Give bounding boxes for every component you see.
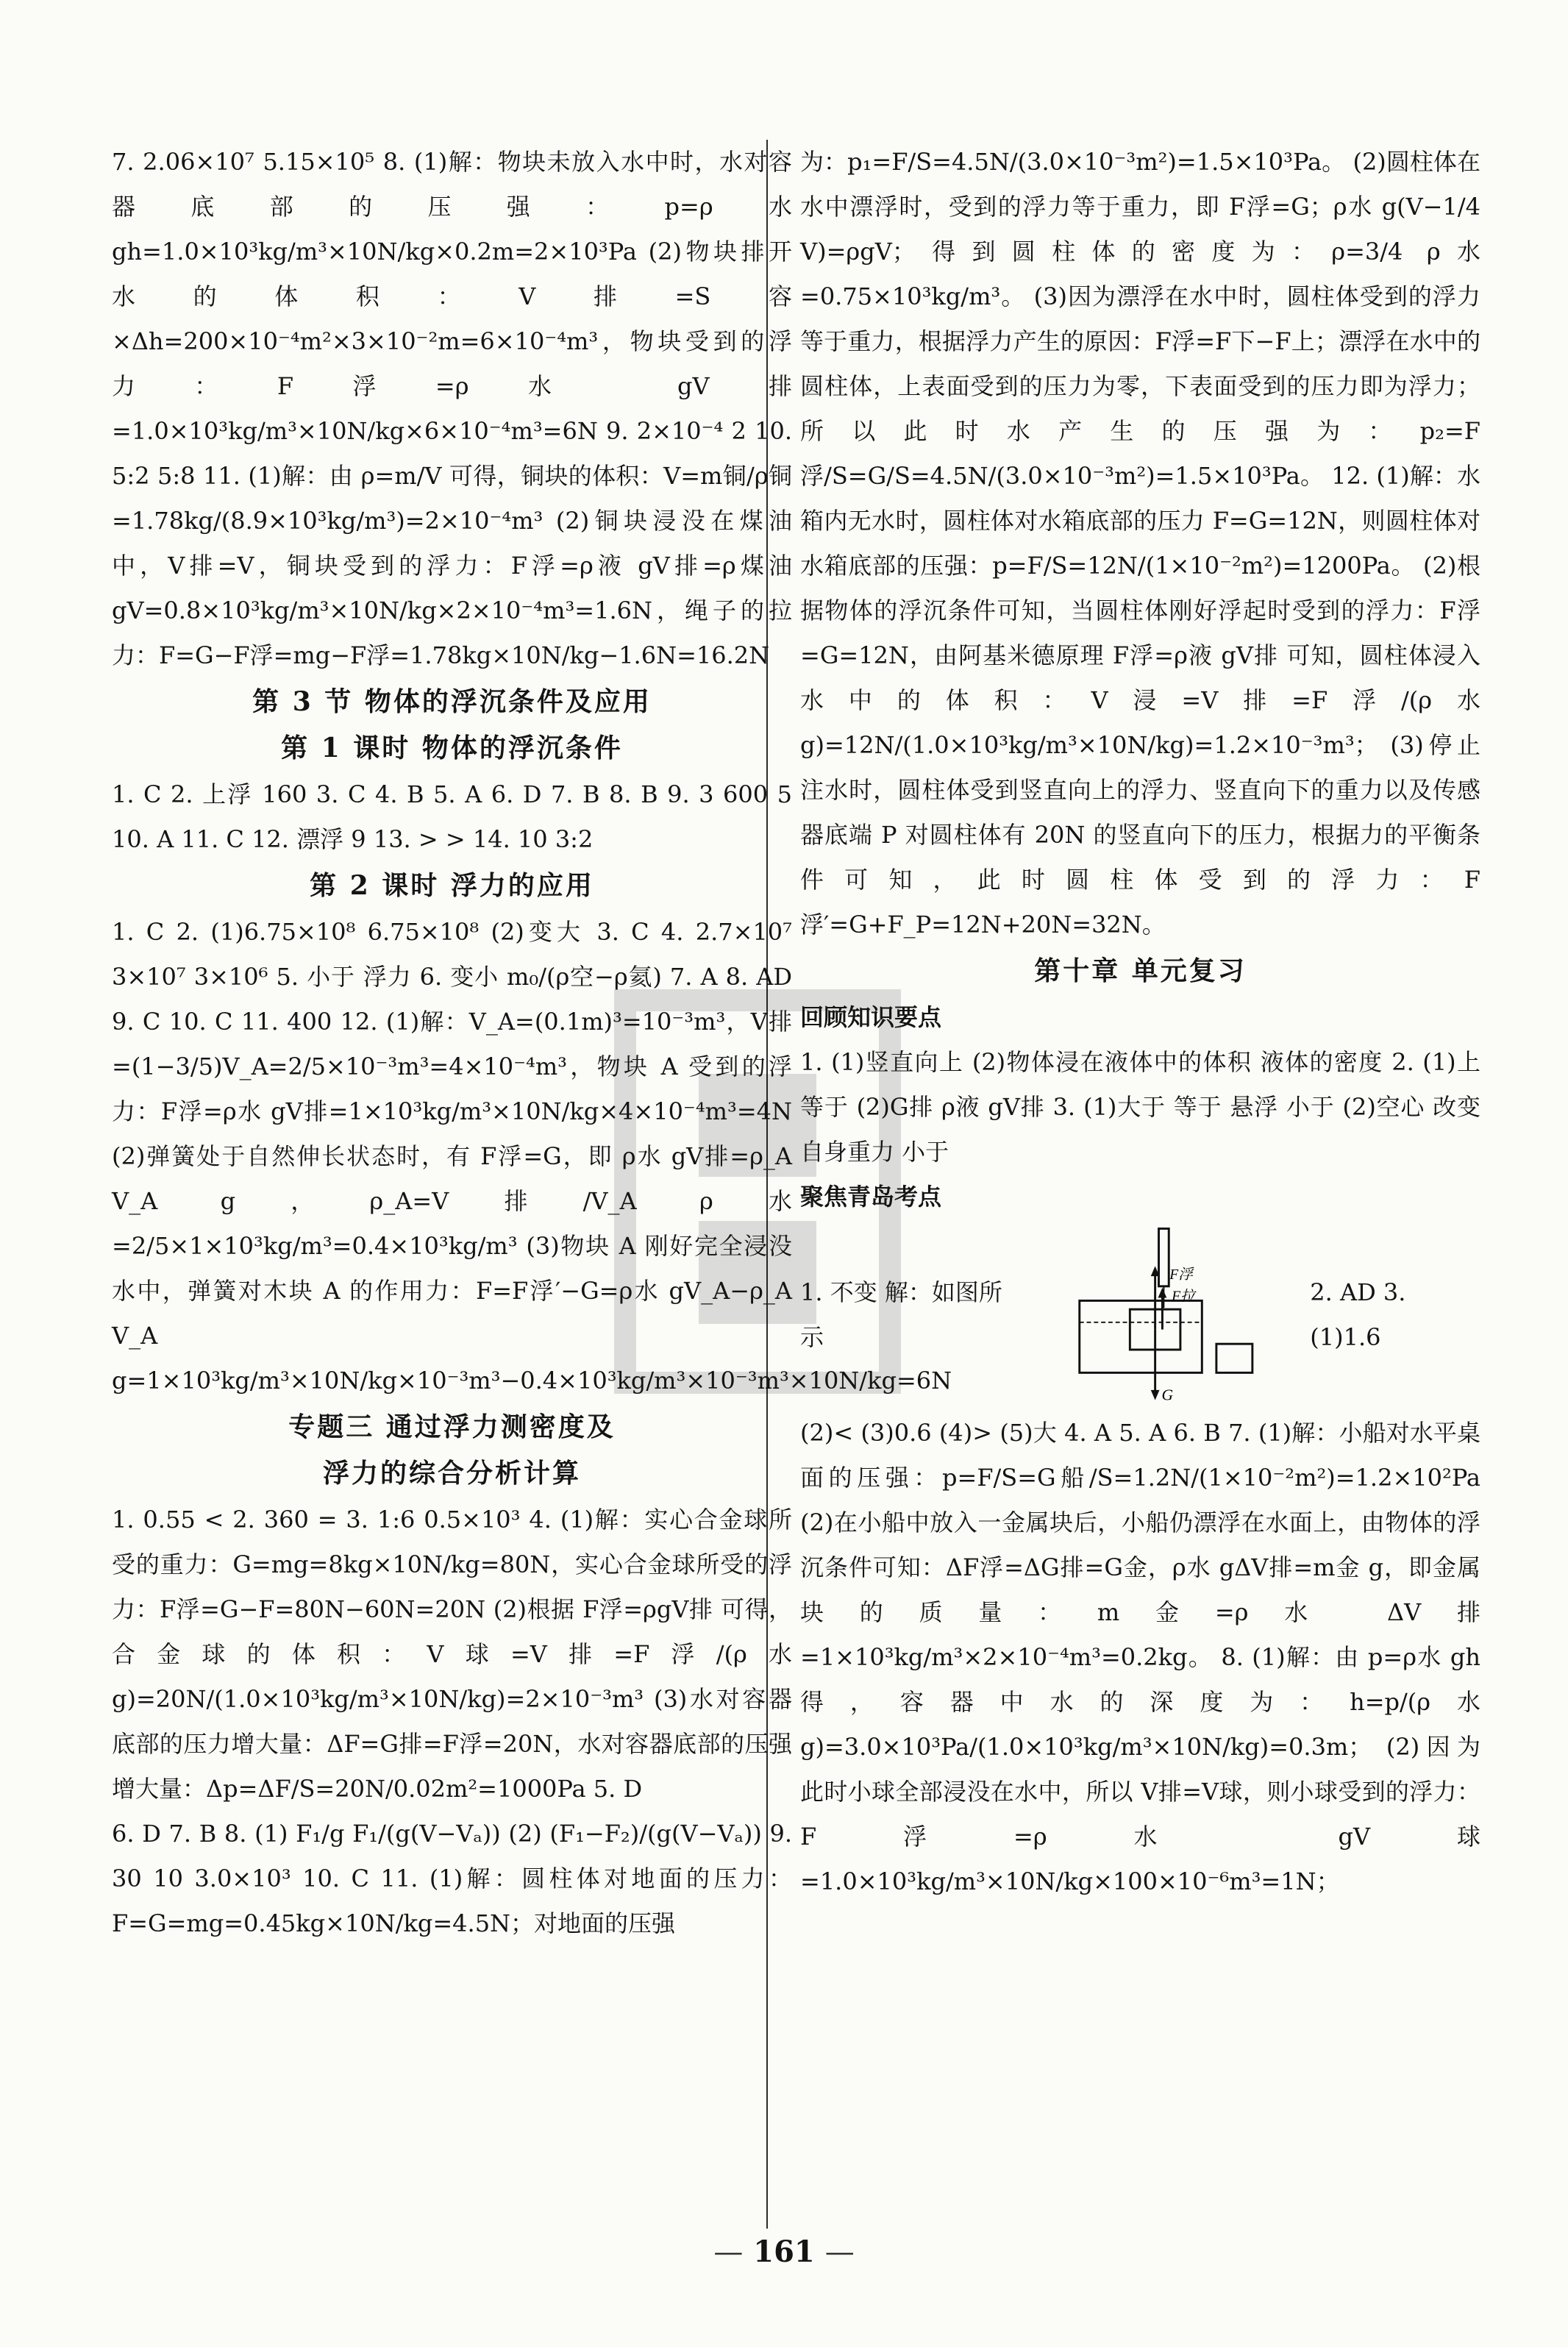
page-number: — 161 — [713, 2234, 855, 2269]
answer-block: 6. D 7. B 8. (1) F₁/g F₁/(g(V−Vₐ)) (2) (F₁−F₂)/(g(V−Vₐ)) 9. 30 10 3.0×10³ 10. C 11. (1)解：圆柱体对地面的压力：F=G=mg=0.45kg×10N/kg=4.5N；对地面的压强 [112, 1820, 792, 1937]
buoyancy-diagram [1036, 1227, 1296, 1403]
lesson-title: 第 2 课时 浮力的应用 [310, 870, 594, 901]
answer-block: (2)< (3)0.6 (4)> (5)大 4. A 5. A 6. B 7. (1)解：小船对水平桌面的压强：p=F/S=G船/S=1.2N/(1×10⁻²m²)=1.2×10²Pa (2)在小船中放入一金属块后，小船仍漂浮在水面上，由物体的浮沉条件可知：ΔF浮=ΔG排=G金，ρ水 gΔV排=m金 g，即金属块的质量：m金=ρ水 ΔV排=1×10³kg/m³×2×10⁻⁴m³=0.2kg。 8. (1)解：由 p=ρ水 gh 得，容器中水的深度为：h=p/(ρ水 g)=3.0×10³Pa/(1.0×10³kg/m³×10N/kg)=0.3m； (2)因为此时小球全部浸没在水中，所以 V排=V球，则小球受到的浮力：F浮=ρ水 gV球=1.0×10³kg/m³×10N/kg×100×10⁻⁶m³=1N； [800, 1419, 1480, 1895]
label-f-float: F浮 [1169, 1267, 1193, 1283]
section-title: 第 3 节 物体的浮沉条件及应用 [252, 686, 652, 717]
page-number-value: 161 [753, 2234, 815, 2269]
topic-title: 专题三 通过浮力测密度及 [288, 1411, 616, 1442]
answer-block: 1. 0.55 < 2. 360 = 3. 1:6 0.5×10³ 4. (1)解：实心合金球所受的重力：G=mg=8kg×10N/kg=80N，实心合金球所受的浮力：F浮=G−F=80N−60N=20N (2)根据 F浮=ρgV排 可得，合金球的体积：V球=V排=F浮/(ρ水 g)=20N/(1.0×10³kg/m³×10N/kg)=2×10⁻³m³ (3)水对容器底部的压力增大量：ΔF=G排=F浮=20N，水对容器底部的压强增大量：Δp=ΔF/S=20N/0.02m²=1000Pa 5. D [112, 1506, 792, 1803]
lesson-title: 第 1 课时 物体的浮沉条件 [281, 733, 623, 763]
topic-title: 浮力的综合分析计算 [322, 1458, 581, 1489]
label-g: G [1161, 1386, 1173, 1403]
focus-heading: 聚焦青岛考点 [800, 1183, 942, 1211]
review-heading: 回顾知识要点 [800, 1003, 942, 1031]
answer-figure-row [800, 1227, 1480, 1403]
right-column [800, 140, 1480, 1904]
figure-lead-text: 1. 不变 解：如图所示 [800, 1278, 1002, 1351]
figure-tail-text: 2. AD 3. (1)1.6 [1310, 1278, 1406, 1351]
answer-block: 7. 2.06×10⁷ 5.15×10⁵ 8. (1)解：物块未放入水中时，水对容器底部的压强：p=ρ水 gh=1.0×10³kg/m³×10N/kg×0.2m=2×10³Pa (2)物块排开水的体积：V排=S容×Δh=200×10⁻⁴m²×3×10⁻²m=6×10⁻⁴m³，物块受到的浮力：F浮=ρ水 gV排=1.0×10³kg/m³×10N/kg×6×10⁻⁴m³=6N 9. 2×10⁻⁴ 2 10. 5:2 5:8 11. (1)解：由 ρ=m/V 可得，铜块的体积：V=m铜/ρ铜=1.78kg/(8.9×10³kg/m³)=2×10⁻⁴m³ (2)铜块浸没在煤油中，V排=V，铜块受到的浮力：F浮=ρ液 gV排=ρ煤油 gV=0.8×10³kg/m³×10N/kg×2×10⁻⁴m³=1.6N，绳子的拉力：F=G−F浮=mg−F浮=1.78kg×10N/kg−1.6N=16.2N [112, 148, 792, 669]
answer-block: 1. C 2. 上浮 160 3. C 4. B 5. A 6. D 7. B 8. B 9. 3 600 5 10. A 11. C 12. 漂浮 9 13. > > 14. 10 3:2 [112, 780, 792, 853]
answer-block: 1. C 2. (1)6.75×10⁸ 6.75×10⁸ (2)变大 3. C 4. 2.7×10⁷ 3×10⁷ 3×10⁶ 5. 小于 浮力 6. 变小 m₀/(ρ空−ρ氦) 7. A 8. AD 9. C 10. C 11. 400 12. (1)解：V_A=(0.1m)³=10⁻³m³，V排=(1−3/5)V_A=2/5×10⁻³m³=4×10⁻⁴m³，物块 A 受到的浮力：F浮=ρ水 gV排=1×10³kg/m³×10N/kg×4×10⁻⁴m³=4N (2)弹簧处于自然伸长状态时，有 F浮=G，即 ρ水 gV排=ρ_A V_A g，ρ_A=V排/V_A ρ水=2/5×1×10³kg/m³=0.4×10³kg/m³ (3)物块 A 刚好完全浸没水中，弹簧对木块 A 的作用力：F=F浮′−G=ρ水 gV_A−ρ_A V_A g=1×10³kg/m³×10N/kg×10⁻³m³−0.4×10³kg/m³×10⁻³m³×10N/kg=6N [112, 918, 952, 1395]
answer-block: 1. (1)竖直向上 (2)物体浸在液体中的体积 液体的密度 2. (1)上 等于 (2)G排 ρ液 gV排 3. (1)大于 等于 悬浮 小于 (2)空心 改变自身重力 小于 [800, 1048, 1480, 1166]
answer-block: 为：p₁=F/S=4.5N/(3.0×10⁻³m²)=1.5×10³Pa。 (2)圆柱体在水中漂浮时，受到的浮力等于重力，即 F浮=G；ρ水 g(V−1/4 V)=ρgV；得到圆柱体的密度为：ρ=3/4 ρ水=0.75×10³kg/m³。 (3)因为漂浮在水中时，圆柱体受到的浮力等于重力，根据浮力产生的原因：F浮=F下−F上；漂浮在水中的圆柱体，上表面受到的压力为零，下表面受到的压力即为浮力；所以此时水产生的压强为：p₂=F浮/S=G/S=4.5N/(3.0×10⁻³m²)=1.5×10³Pa。 12. (1)解：水箱内无水时，圆柱体对水箱底部的压力 F=G=12N，则圆柱体对水箱底部的压强：p=F/S=12N/(1×10⁻²m²)=1200Pa。 (2)根据物体的浮沉条件可知，当圆柱体刚好浮起时受到的浮力：F浮=G=12N，由阿基米德原理 F浮=ρ液 gV排 可知，圆柱体浸入水中的体积：V浸=V排=F浮/(ρ水 g)=12N/(1.0×10³kg/m³×10N/kg)=1.2×10⁻³m³； (3)停止注水时，圆柱体受到竖直向上的浮力、竖直向下的重力以及传感器底端 P 对圆柱体有 20N 的竖直向下的压力，根据力的平衡条件可知，此时圆柱体受到的浮力：F浮′=G+F_P=12N+20N=32N。 [800, 148, 1480, 939]
label-f-pull: F拉 [1171, 1289, 1195, 1305]
chapter-title: 第十章 单元复习 [1034, 955, 1247, 986]
